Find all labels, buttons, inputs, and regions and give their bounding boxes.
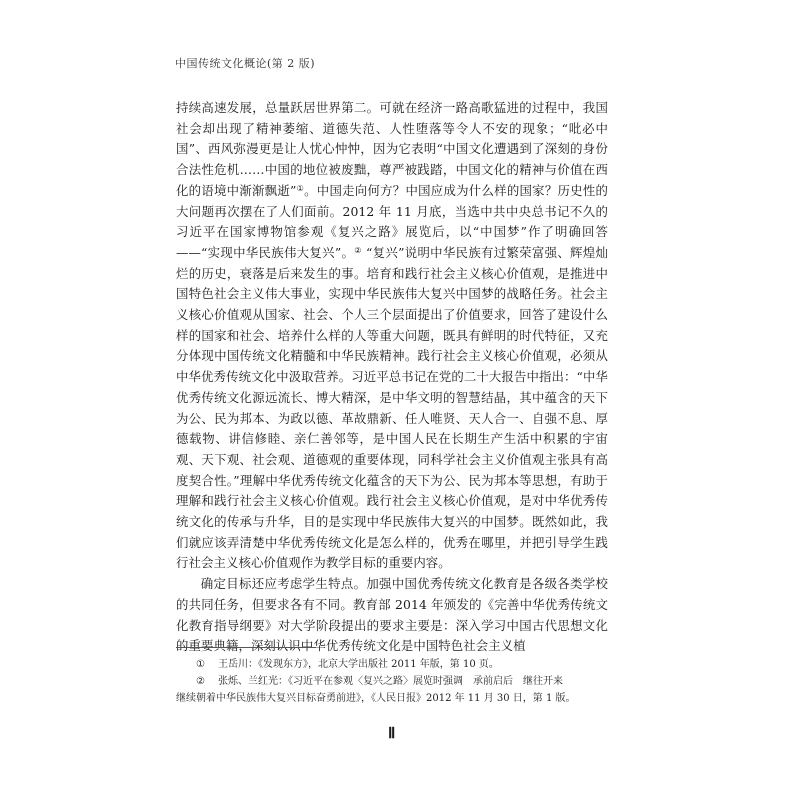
- paragraph-2: 确定目标还应考虑学生特点。加强中国优秀传统文化教育是各级各类学校的共同任务，但要求各有不同。教育部 2014 年颁发的《完善中华优秀传统文化教育指导纲要》对大学阶段提出的要求主要是：深入学习中国古代思想文化的重要典籍，深刻认识中华优秀传统文化是中国特色社会主义植: [176, 576, 608, 654]
- footnote-1: [176, 656, 608, 673]
- footnote-ref-2[interactable]: ②: [354, 245, 362, 255]
- page-number: Ⅱ: [388, 726, 395, 742]
- footnote-2: [176, 673, 608, 690]
- paragraph-1-text-c: “复兴”说明中华民族有过繁荣富强、辉煌灿烂的历史，衰落是后来发生的事。培育和践行社会主义核心价值观，是推进中国特色社会主义伟大事业，实现中华民族伟大复兴中国梦的战略任务。社会主义核心价值观从国家、社会、个人三个层面提出了价值要求，回答了建设什么样的国家和社会、培养什么样的人等重大问题，既具有鲜明的时代特征，又充分体现中国传统文化精髓和中华民族精神。践行社会主义核心价值观，必须从中华优秀传统文化中汲取营养。习近平总书记在党的二十大报告中指出：“中华优秀传统文化源远流长、博大精深，是中华文明的智慧结晶，其中蕴含的天下为公、民为邦本、为政以德、革故鼎新、任人唯贤、天人合一、自强不息、厚德载物、讲信修睦、亲仁善邻等，是中国人民在长期生产生活中积累的宇宙观、天下观、社会观、道德观的重要体现，同科学社会主义价值观主张具有高度契合性。”理解中华优秀传统文化蕴含的天下为公、民为邦本等思想，有助于理解和践行社会主义核心价值观。践行社会主义核心价值观，是对中华优秀传统文化的传承与升华，目的是实现中华民族伟大复兴的中国梦。既然如此，我们就应该弄清楚中华优秀传统文化是怎么样的，优秀在哪里，并把引导学生践行社会主义核心价值观作为教学目标的重要内容。: [176, 244, 608, 571]
- footnote-mark: ②: [196, 676, 205, 687]
- footnote-mark: ①: [196, 659, 205, 670]
- paragraph-1-text-a: 持续高速发展，总量跃居世界第二。可就在经济一路高歌猛进的过程中，我国社会却出现了精神萎缩、道德失范、人性堕落等令人不安的现象；“吡必中国”、西风弥漫更是让人忧心忡忡，因为它表明“中国文化遭遇到了深刻的身份合法性危机……中国的地位被废黜，尊严被践踏，中国文化的精神与价值在西化的语境中渐渐飘逝”: [176, 100, 608, 198]
- footnote-text: 张烁、兰红光：《习近平在参观〈复兴之路〉展览时强调 承前启后 继往开来: [218, 676, 563, 687]
- footnote-ref-1[interactable]: ①: [296, 183, 305, 193]
- footnotes: [176, 656, 608, 707]
- footnote-text: 王岳川：《发现东方》，北京大学出版社 2011 年版，第 10 页。: [218, 659, 499, 670]
- footnote-divider: [176, 647, 316, 648]
- running-header: 中国传统文化概论(第 2 版): [175, 57, 316, 70]
- footnote-2-continuation: 继续朝着中华民族伟大复兴目标奋勇前进》，《人民日报》2012 年 11 月 30 日，第 1 版。: [176, 693, 576, 704]
- paragraph-1-text-b: 。中国走向何方？中国应成为什么样的国家？历史性的大问题再次摆在了人们面前。2012 年 11 月底，当选中共中央总书记不久的习近平在国家博物馆参观《复兴之路》展览后，以“中国梦”作了明确回答——“实现中华民族伟大复兴”。: [176, 182, 608, 260]
- main-text: [176, 98, 608, 657]
- paragraph-continued: [176, 98, 608, 574]
